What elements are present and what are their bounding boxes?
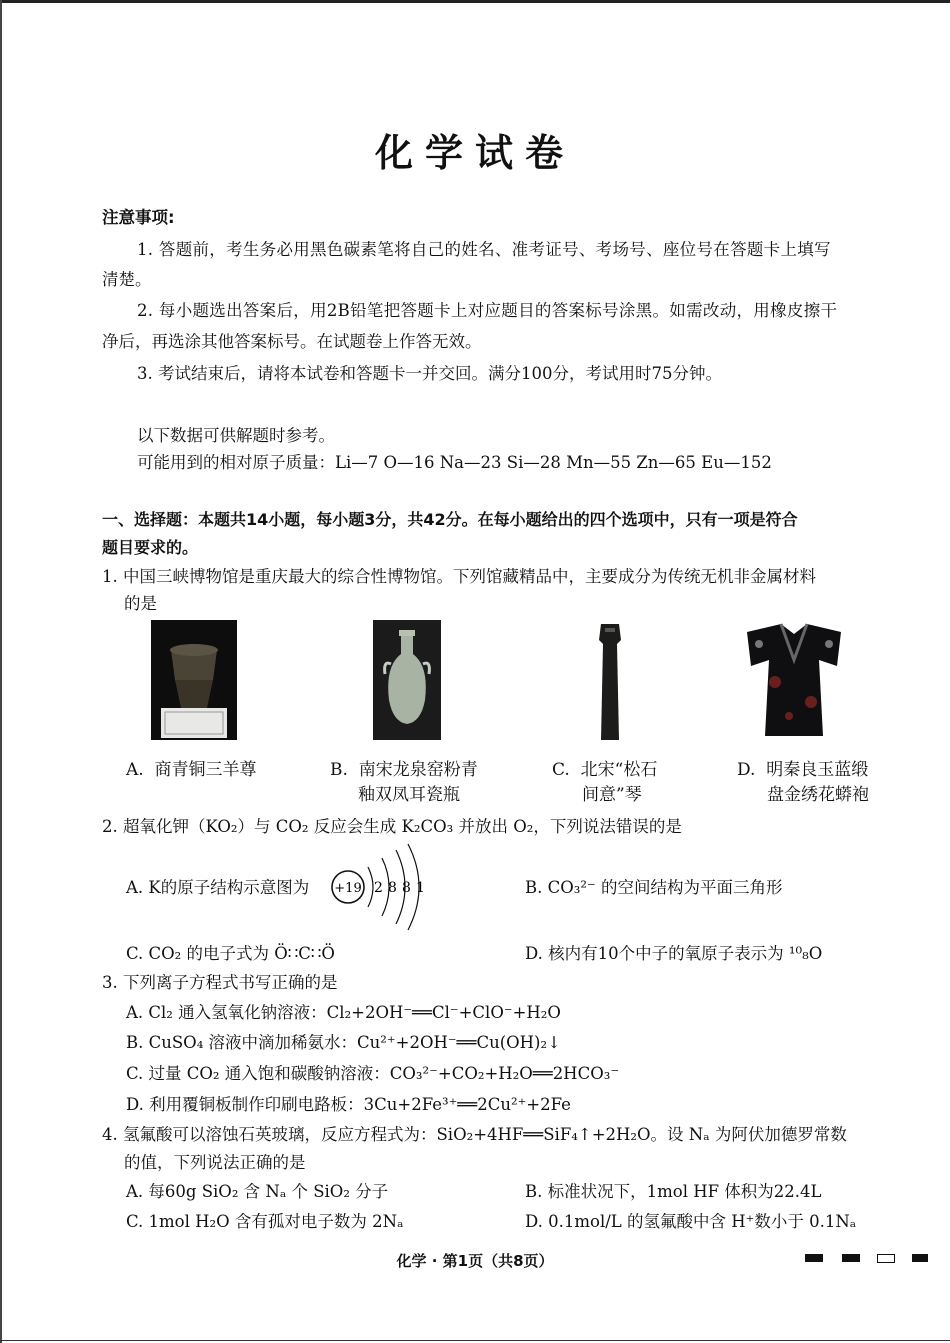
q3-option-b: B. CuSO₄ 溶液中滴加稀氨水：Cu²⁺+2OH⁻══Cu(OH)₂↓ [126, 1033, 561, 1052]
option-text: 北宋“松石 [580, 760, 658, 780]
q3-option-c: C. 过量 CO₂ 通入饱和碳酸钠溶液：CO₃²⁻+CO₂+H₂O══2HCO₃⁻ [126, 1064, 620, 1083]
option-text: 南宋龙泉窑粉青 [358, 760, 478, 780]
notice-item-2-cont: 净后，再选涂其他答案标号。在试题卷上作答无效。 [102, 332, 482, 351]
shell-2-count: 8 [388, 880, 397, 896]
q3-option-d: D. 利用覆铜板制作印刷电路板：3Cu+2Fe³⁺══2Cu²⁺+2Fe [126, 1095, 571, 1114]
q4-option-d: D. 0.1mol/L 的氢氟酸中含 H⁺数小于 0.1Nₐ [525, 1212, 857, 1231]
potassium-atom-diagram [330, 842, 430, 932]
option-text: 商青铜三羊尊 [154, 760, 257, 780]
page-marker-hollow [877, 1254, 895, 1263]
section-heading: 一、选择题：本题共14小题，每小题3分，共42分。在每小题给出的四个选项中，只有一项是符合 [102, 510, 798, 529]
q2-option-a: A. K的原子结构示意图为 [126, 878, 310, 897]
scan-edge-bottom [0, 1340, 950, 1341]
q4-option-b: B. 标准状况下，1mol HF 体积为22.4L [525, 1182, 822, 1201]
q4-stem-cont: 的值，下列说法正确的是 [124, 1153, 306, 1172]
section-heading-cont: 题目要求的。 [102, 538, 199, 557]
option-letter: C. [552, 760, 570, 780]
notice-item-2: 2. 每小题选出答案后，用2B铅笔把答题卡上对应题目的答案标号涂黑。如需改动，用橡皮擦干 [137, 301, 838, 320]
guqin-image [593, 620, 627, 744]
q3-option-a: A. Cl₂ 通入氢氧化钠溶液：Cl₂+2OH⁻══Cl⁻+ClO⁻+H₂O [126, 1003, 561, 1022]
embroidered-robe-image [745, 620, 843, 738]
reference-intro: 以下数据可供解题时参考。 [137, 426, 335, 445]
scan-edge-top [0, 0, 950, 3]
q3-stem: 3. 下列离子方程式书写正确的是 [102, 973, 338, 992]
q1-option-c-cont: 间意”琴 [582, 785, 642, 805]
q4-option-c: C. 1mol H₂O 含有孤对电子数为 2Nₐ [126, 1212, 404, 1231]
q1-option-c [552, 758, 657, 782]
relative-atomic-mass: 可能用到的相对原子质量：Li—7 O—16 Na—23 Si—28 Mn—55 Zn—65 Eu—152 [137, 453, 772, 472]
q2-stem: 2. 超氧化钾（KO₂）与 CO₂ 反应会生成 K₂CO₃ 并放出 O₂，下列说法错误的是 [102, 817, 682, 836]
shell-1-count: 2 [374, 880, 383, 896]
q4-stem: 4. 氢氟酸可以溶蚀石英玻璃，反应方程式为：SiO₂+4HF══SiF₄↑+2H₂O。设 Nₐ 为阿伏加德罗常数 [102, 1125, 847, 1144]
q1-option-d [737, 758, 868, 782]
q1-option-b-cont: 釉双凤耳瓷瓶 [358, 785, 460, 805]
q2-option-b: B. CO₃²⁻ 的空间结构为平面三角形 [525, 878, 783, 897]
notice-item-3: 3. 考试结束后，请将本试卷和答题卡一并交回。满分100分，考试用时75分钟。 [137, 364, 722, 383]
notice-heading: 注意事项: [102, 208, 175, 227]
q2-option-c: C. CO₂ 的电子式为 Ö∷C∷Ö [126, 944, 335, 963]
q1-option-a [126, 758, 257, 782]
page-marker-filled-3 [912, 1254, 928, 1262]
shell-4-count: 1 [416, 880, 425, 896]
bronze-zun-image [151, 620, 237, 740]
page-footer: 化学 · 第1页（共8页） [396, 1252, 554, 1270]
q2-option-d: D. 核内有10个中子的氧原子表示为 ¹⁰₈O [525, 944, 823, 963]
q1-stem-cont: 的是 [124, 594, 157, 613]
option-letter: D. [737, 760, 756, 780]
notice-item-1-cont: 清楚。 [102, 270, 152, 289]
celadon-vase-image [373, 620, 441, 740]
q1-option-d-cont: 盘金绣花蟒袍 [767, 785, 869, 805]
shell-3-count: 8 [402, 880, 411, 896]
option-letter: A. [126, 760, 144, 780]
nucleus-charge: +19 [334, 881, 362, 896]
page-title: 化学试卷 [374, 131, 575, 175]
option-text: 明秦良玉蓝缎 [766, 760, 869, 780]
q1-stem: 1. 中国三峡博物馆是重庆最大的综合性博物馆。下列馆藏精品中，主要成分为传统无机非金属材料 [102, 567, 816, 586]
page-marker-filled-2 [842, 1254, 860, 1262]
scan-edge-left [0, 0, 2, 1343]
page-marker-filled-1 [805, 1254, 823, 1262]
notice-item-1: 1. 答题前，考生务必用黑色碳素笔将自己的姓名、准考证号、考场号、座位号在答题卡上填写 [137, 240, 831, 259]
option-letter: B. [330, 760, 348, 780]
q1-option-b [330, 758, 478, 782]
q4-option-a: A. 每60g SiO₂ 含 Nₐ 个 SiO₂ 分子 [126, 1182, 389, 1201]
